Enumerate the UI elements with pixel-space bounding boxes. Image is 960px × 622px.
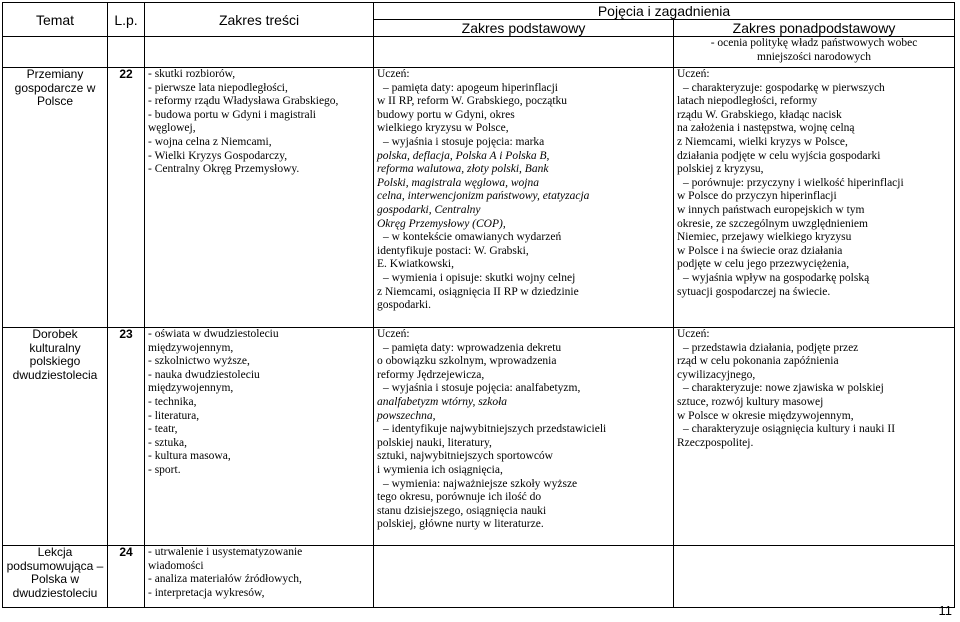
header-zakres-tresci: Zakres treści [145,3,374,37]
lp-cell: 23 [108,328,145,546]
concept-line: – porównuje: przyczyny i wielkość hiperinflacji [683,176,904,189]
concept-line: w Polsce i na świecie oraz działania [677,244,843,257]
concept-line: cywilizacyjnego, [677,368,756,381]
concept-line: – wymienia i opisuje: skutki wojny celnej [383,271,576,284]
concept-line: powszechna, [377,409,436,422]
temat-cell [3,68,108,328]
concept-line: budowy portu w Gdyni, okres [377,108,515,121]
zakres-line: międzywojennym, [148,341,234,354]
zakres-line: - wojna celna z Niemcami, [148,135,272,148]
temat-cell [3,328,108,546]
concept-line: Uczeń: [377,328,410,340]
concept-line: reformy Jędrzejewicza, [377,368,485,381]
zakres-line: - teatr, [148,423,178,436]
zakres-line: - technika, [148,395,197,408]
zakres-line: - sztuka, [148,436,187,449]
concept-line: okresie, ze szczególnym uwzględnieniem [677,217,868,230]
concept-line: – identyfikuje najwybitniejszych przedstawicieli [383,423,607,436]
concept-line: w innych państwach europejskich w tym [677,203,865,216]
zakres-line: - interpretacja wykresów, [148,586,265,599]
concept-line: reforma walutowa, złoty polski, Bank [377,163,549,176]
zakres-line: - budowa portu w Gdyni i magistrali [148,108,317,121]
lp-cell: 24 [108,546,145,608]
concept-line: rządu W. Grabskiego, kładąc nacisk [677,108,842,121]
table-row [3,68,955,328]
concept-line: Uczeń: [677,68,710,80]
page-number: 11 [938,603,952,618]
pre-row-empty-2 [108,37,145,68]
zakres-line: - Wielki Kryzys Gospodarczy, [148,149,288,162]
concept-line: – wyjaśnia wpływ na gospodarkę polską [683,271,870,284]
podstawowy-cell [374,68,674,328]
zakres-line: - nauka dwudziestoleciu [148,368,260,381]
temat-line: kulturalny [29,340,81,355]
zakres-cell [145,546,374,608]
zakres-cell [145,68,374,328]
pre-note-line: - ocenia politykę władz państwowych wobec [710,37,918,49]
curriculum-table [2,2,955,608]
concept-line: sztuki, najwybitniejszych sportowców [377,450,553,463]
concept-line: podjęte w celu jego przezwyciężenia, [677,258,850,271]
concept-line: – charakteryzuje osiągnięcia kultury i nauki II [683,423,896,436]
zakres-line: - literatura, [148,409,200,422]
concept-line: w Polsce do przyczyn hiperinflacji [677,190,837,203]
concept-line: sytuacji gospodarczej na świecie. [677,285,831,298]
table-row [3,328,955,546]
zakres-line: węglowej, [148,122,196,135]
temat-line: Polsce [36,94,74,109]
podstawowy-cell [374,328,674,546]
temat-line: dwudziestolecia [12,367,98,382]
concept-line: działania podjęte w celu wyjścia gospodarki [677,149,881,162]
table-row [3,546,955,608]
zakres-line: - utrwalenie i usystematyzowanie [148,546,303,558]
temat-cell [3,546,108,608]
zakres-line: międzywojennym, [148,382,234,395]
concept-line: celna, interwencjonizm państwowy, etatyzacja [377,190,590,203]
concept-line: – pamięta daty: wprowadzenia dekretu [383,341,562,354]
ponadpodstawowy-cell [674,546,955,608]
temat-line: gospodarcze w [14,80,96,95]
concept-line: w Polsce w okresie międzywojennym, [677,409,854,422]
pre-row-empty-3 [145,37,374,68]
header-lp: L.p. [108,3,145,37]
header-temat: Temat [3,3,108,37]
concept-line: stanu dzisiejszego, osiągnięcia nauki [377,504,547,517]
concept-line: o obowiązku szkolnym, wprowadzenia [377,355,557,368]
concept-line: w II RP, reform W. Grabskiego, początku [377,95,568,108]
ponadpodstawowy-cell [674,328,955,546]
ponadpodstawowy-cell [674,68,955,328]
zakres-line: - pierwsze lata niepodległości, [148,81,288,94]
zakres-line: - reformy rządu Władysława Grabskiego, [148,95,339,108]
temat-line: Przemiany [26,67,84,81]
zakres-line: - analiza materiałów źródłowych, [148,573,302,586]
header-pojecia: Pojęcia i zagadnienia [374,3,955,20]
podstawowy-cell [374,546,674,608]
concept-line: gospodarki, Centralny [377,203,481,216]
concept-line: z Niemcami, osiągnięcia II RP w dziedzinie [377,285,579,298]
zakres-line: - kultura masowa, [148,450,231,463]
concept-line: wielkiego kryzysu w Polsce, [377,122,509,135]
concept-line: Uczeń: [377,68,410,80]
zakres-line: - oświata w dwudziestoleciu [148,328,279,340]
concept-line: – charakteryzuje: gospodarkę w pierwszych [683,81,885,94]
zakres-cell [145,328,374,546]
header-zakres-ponadpodstawowy: Zakres ponadpodstawowy [674,20,955,37]
concept-line: identyfikuje postaci: W. Grabski, [377,244,529,257]
header-zakres-podstawowy: Zakres podstawowy [374,20,674,37]
concept-line: polska, deflacja, Polska A i Polska B, [377,149,550,162]
concept-line: – w kontekście omawianych wydarzeń [383,231,562,244]
temat-line: Dorobek [32,327,78,341]
pre-row-note [674,37,955,68]
zakres-line: - skutki rozbiorów, [148,68,236,80]
concept-line: – wyjaśnia i stosuje pojęcia: analfabetyzm, [383,382,581,395]
temat-line: polskiego [29,354,81,369]
zakres-line: - Centralny Okręg Przemysłowy. [148,163,300,176]
lp-cell: 22 [108,68,145,328]
concept-line: Rzeczpospolitej. [677,436,754,449]
concept-line: polskiej, główne nurty w literaturze. [377,518,544,531]
pre-note-line: mniejszości narodowych [757,50,872,63]
zakres-line: - szkolnictwo wyższe, [148,355,250,368]
concept-line: Okręg Przemysłowy (COP), [377,217,506,230]
concept-line: gospodarki. [377,299,431,312]
concept-line: i wymienia ich osiągnięcia, [377,463,503,476]
zakres-line: - sport. [148,463,181,476]
concept-line: – charakteryzuje: nowe zjawiska w polskiej [683,382,884,395]
concept-line: Niemiec, przejawy wielkiego kryzysu [677,231,852,244]
concept-line: sztuce, rozwój kultury masowej [677,395,824,408]
temat-line: dwudziestoleciu [12,585,98,600]
concept-line: – wymienia: najważniejsze szkoły wyższe [383,477,578,490]
concept-line: polskiej z kryzysu, [677,163,764,176]
concept-line: E. Kwiatkowski, [377,258,454,271]
concept-line: – pamięta daty: apogeum hiperinflacji [383,81,558,94]
concept-line: – wyjaśnia i stosuje pojęcia: marka [383,135,545,148]
concept-line: tego okresu, porównuje ich ilość do [377,491,542,504]
concept-line: z Niemcami, wielki kryzys w Polsce, [677,135,848,148]
concept-line: – przedstawia działania, podjęte przez [683,341,859,354]
concept-line: Polski, magistrala węglowa, wojna [377,176,539,189]
concept-line: polskiej nauki, literatury, [377,436,492,449]
temat-line: Lekcja [37,545,73,559]
pre-row-empty-1 [3,37,108,68]
concept-line: Uczeń: [677,328,710,340]
zakres-line: wiadomości [148,559,204,572]
pre-row-empty-4 [374,37,674,68]
concept-line: latach niepodległości, reformy [677,95,818,108]
temat-line: Polska w [30,572,80,587]
temat-line: podsumowująca – [6,558,104,573]
concept-line: rząd w celu pokonania zapóźnienia [677,355,839,368]
concept-line: analfabetyzm wtórny, szkoła [377,395,508,408]
concept-line: na założenia i następstwa, wojnę celną [677,122,855,135]
